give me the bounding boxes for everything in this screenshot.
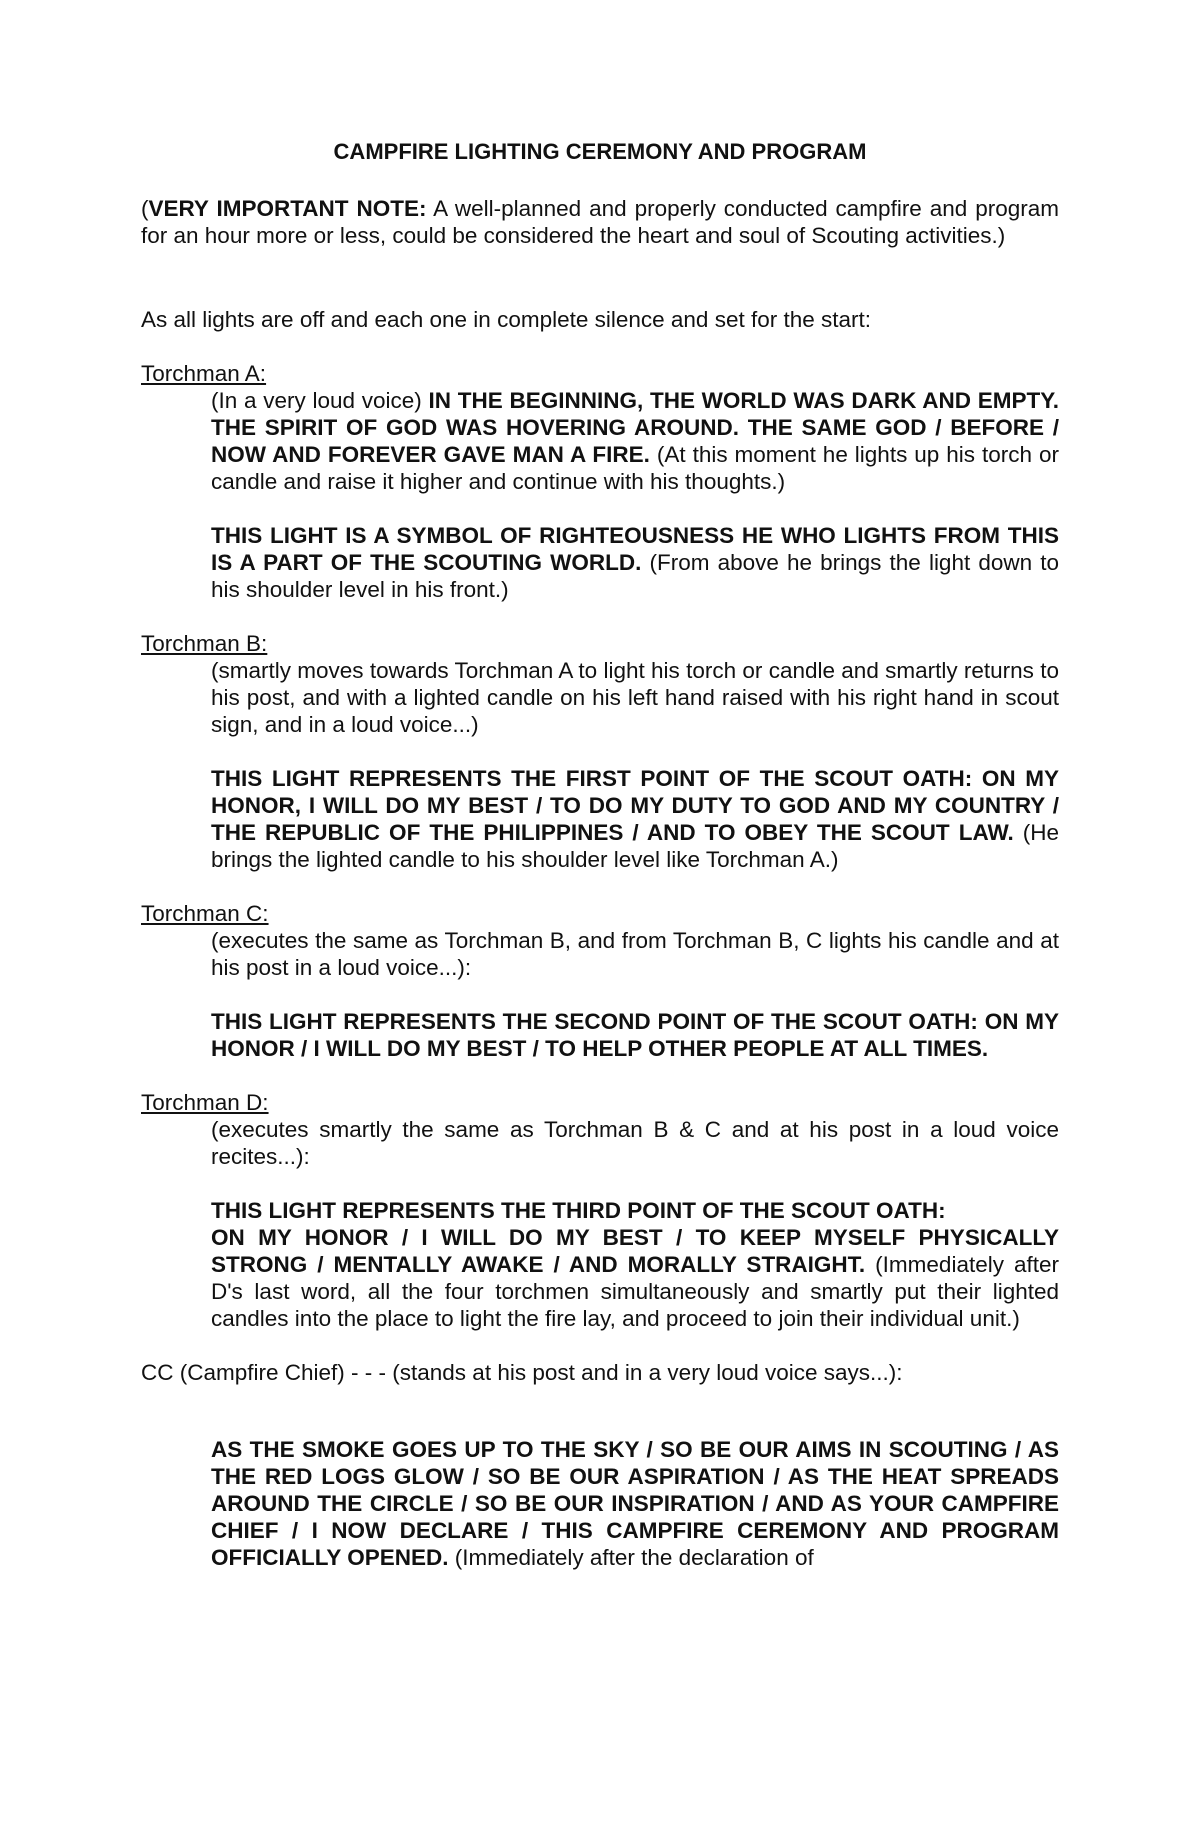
torchman-d-lines: [211, 1116, 1059, 1332]
torchman-a-paragraph-1: [211, 387, 1059, 495]
torchman-c-paragraph-2: THIS LIGHT REPRESENTS THE SECOND POINT OF THE SCOUT OATH: ON MY HONOR / I WILL DO MY BEST / TO HELP OTHER PEOPLE AT ALL TIMES.: [211, 1009, 1059, 1061]
speaker-label-torchman-c: Torchman C:: [141, 901, 269, 926]
torchman-d-paragraph-2: [211, 1224, 1059, 1332]
stage-direction: (Immediately after D's last word, all the four torchmen simultaneously and smartly put their lighted candles into the place to light the fire lay, and proceed to join their individual unit.): [211, 1252, 1059, 1331]
torchman-b-lines: [211, 657, 1059, 873]
important-note: [141, 195, 1059, 249]
torchman-a-paragraph-2: [211, 522, 1059, 603]
torchman-d-oath-heading: THIS LIGHT REPRESENTS THE THIRD POINT OF THE SCOUT OATH:: [211, 1198, 946, 1223]
page-title: CAMPFIRE LIGHTING CEREMONY AND PROGRAM: [333, 139, 867, 164]
campfire-chief-lines: [211, 1436, 1059, 1571]
torchman-c-lines: [211, 927, 1059, 1062]
recitation: AS THE SMOKE GOES UP TO THE SKY / SO BE OUR AIMS IN SCOUTING / AS THE RED LOGS GLOW / SO BE OUR ASPIRATION / AS THE HEAT SPREADS AROUND THE CIRCLE / SO BE OUR INSPIRATION / AND AS YOUR CAMPFIRE CHIEF / I NOW DECLARE / THIS CAMPFIRE CEREMONY AND PROGRAM OFFICIALLY OPENED.: [211, 1436, 1059, 1570]
recitation: ON MY HONOR / I WILL DO MY BEST / TO KEEP MYSELF PHYSICALLY STRONG / MENTALLY AWAKE / AND MORALLY STRAIGHT.: [211, 1225, 1059, 1277]
campfire-chief-intro: CC (Campfire Chief) - - - (stands at his post and in a very loud voice says...):: [141, 1360, 903, 1385]
document-page: [141, 138, 1059, 1598]
stage-direction: (In a very loud voice): [211, 388, 429, 413]
torchman-c-paragraph-1: (executes the same as Torchman B, and from Torchman B, C lights his candle and at his post in a loud voice...):: [211, 928, 1059, 980]
stage-direction: (From above he brings the light down to his shoulder level in his front.): [211, 550, 1060, 602]
torchman-b-paragraph-2: [211, 765, 1059, 873]
campfire-chief-declaration: [211, 1436, 1059, 1571]
torchman-b-section: [141, 630, 1059, 873]
stage-direction: (At this moment he lights up his torch or candle and raise it higher and continue with his thoughts.): [211, 442, 1060, 494]
note-text: A well-planned and properly conducted campfire and program for an hour more or less, could be considered the heart and soul of Scouting activities.): [141, 196, 1060, 248]
torchman-d-paragraph-1: (executes smartly the same as Torchman B & C and at his post in a loud voice recites...):: [211, 1117, 1059, 1169]
recitation: THIS LIGHT IS A SYMBOL OF RIGHTEOUSNESS HE WHO LIGHTS FROM THIS IS A PART OF THE SCOUTING WORLD.: [211, 523, 1059, 575]
torchman-d-section: [141, 1089, 1059, 1332]
torchman-a-lines: [211, 387, 1059, 603]
recitation: IN THE BEGINNING, THE WORLD WAS DARK AND EMPTY. THE SPIRIT OF GOD WAS HOVERING AROUND. THE SAME GOD / BEFORE / NOW AND FOREVER GAVE MAN A FIRE.: [211, 388, 1060, 467]
note-open-paren: (: [141, 196, 149, 221]
speaker-label-torchman-d: Torchman D:: [141, 1090, 269, 1115]
torchman-c-section: [141, 900, 1059, 1062]
speaker-label-torchman-a: Torchman A:: [141, 361, 267, 386]
stage-direction: (Immediately after the declaration of: [448, 1544, 814, 1570]
stage-direction: (He brings the lighted candle to his shoulder level like Torchman A.): [211, 820, 1059, 872]
recitation: THIS LIGHT REPRESENTS THE FIRST POINT OF THE SCOUT OATH: ON MY HONOR, I WILL DO MY BEST / TO DO MY DUTY TO GOD AND MY COUNTRY / THE REPUBLIC OF THE PHILIPPINES / AND TO OBEY THE SCOUT LAW.: [211, 766, 1059, 845]
speaker-label-torchman-b: Torchman B:: [141, 631, 268, 656]
torchman-a-section: [141, 360, 1059, 603]
torchman-b-paragraph-1: (smartly moves towards Torchman A to light his torch or candle and smartly returns to his post, and with a lighted candle on his left hand raised with his right hand in scout sign, and in a loud voice...): [211, 658, 1059, 737]
intro-paragraph: As all lights are off and each one in complete silence and set for the start:: [141, 307, 872, 332]
note-label: VERY IMPORTANT NOTE:: [148, 196, 427, 221]
campfire-chief-section: [141, 1359, 1059, 1571]
